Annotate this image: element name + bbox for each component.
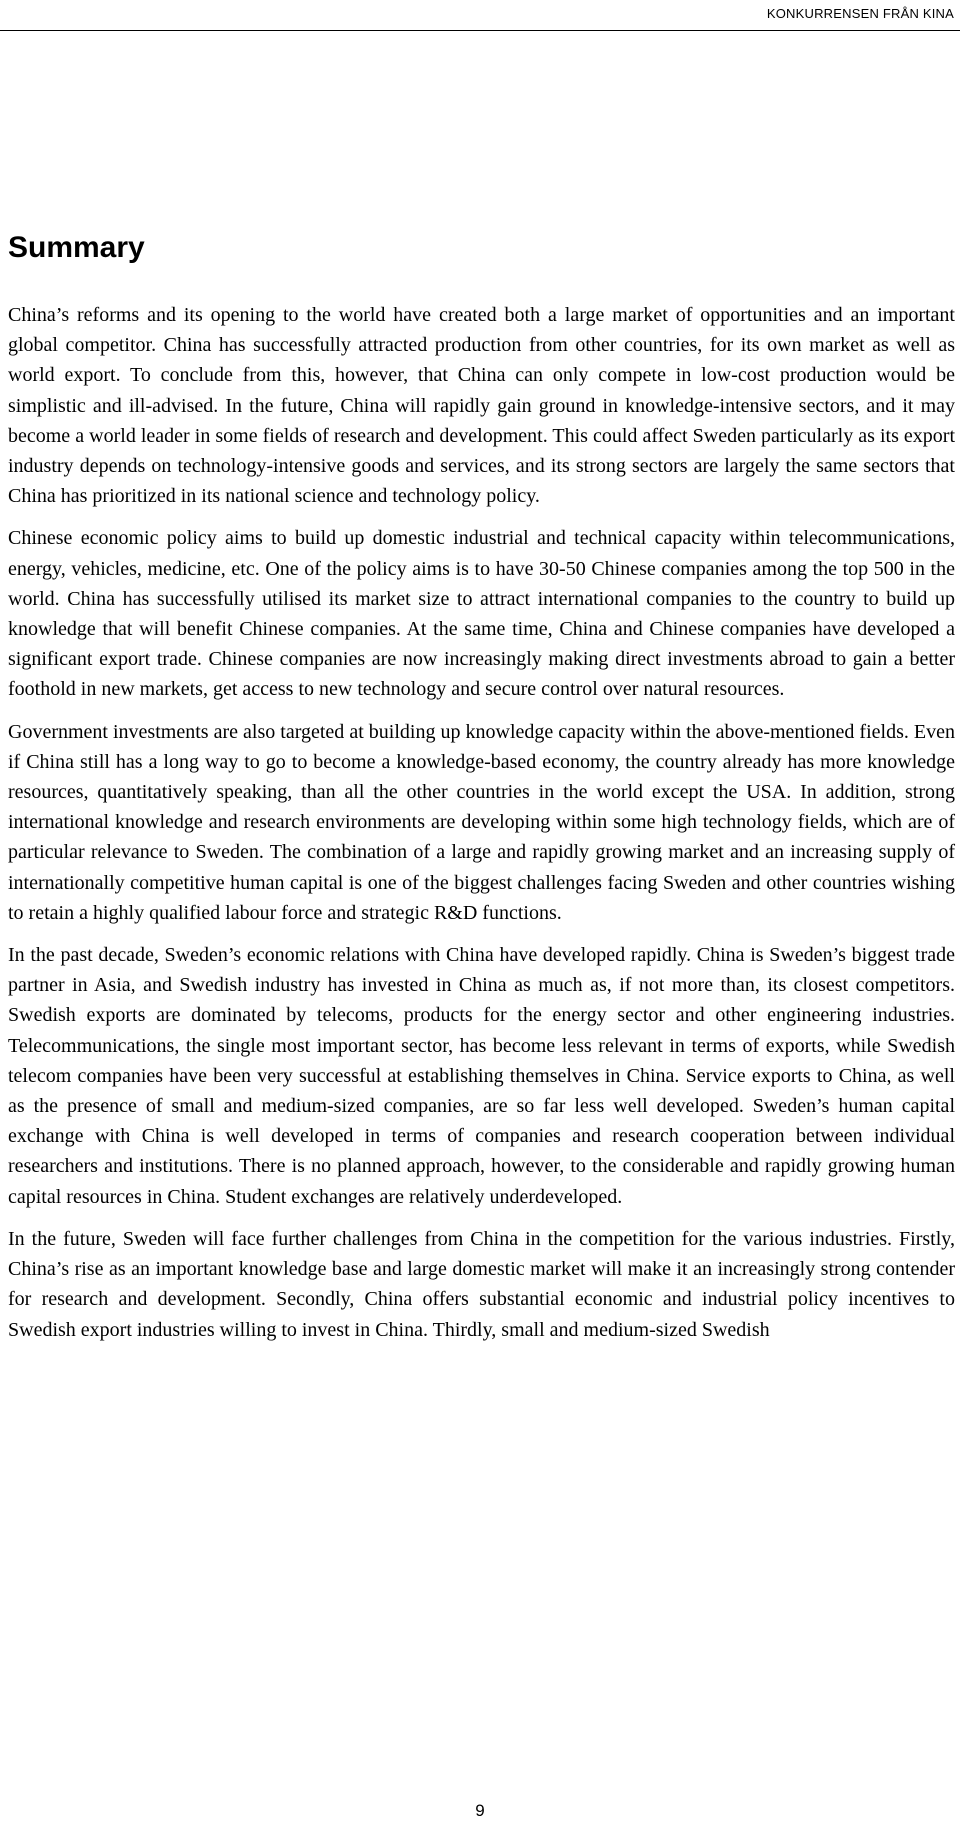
running-header: KONKURRENSEN FRÅN KINA [766, 6, 954, 21]
paragraph-4: In the past decade, Sweden’s economic relations with China have developed rapidly. China is Sweden’s biggest trade partner in Asia, and Swedish industry has invested in China as much as, if not more than, its closest competitors. Swedish exports are dominated by telecoms, products for the energy sector and other engineering industries. Telecommunications, the single most important sector, has become less relevant in terms of exports, while Swedish telecom companies have been very successful at establishing themselves in China. Service exports to China, as well as the presence of small and medium-sized companies, are so far less well developed. Sweden’s human capital exchange with China is well developed in terms of companies and research cooperation between individual researchers and institutions. There is no planned approach, however, to the considerable and rapidly growing human capital resources in China. Student exchanges are relatively underdeveloped. [8, 944, 955, 1208]
paragraph-3: Government investments are also targeted at building up knowledge capacity within the above-mentioned fields. Even if China still has a long way to go to become a knowledge-based economy, the country already has more knowledge resources, quantitatively speaking, than all the other countries in the world except the USA. In addition, strong international knowledge and research environments are developing within some high technology fields, which are of particular relevance to Sweden. The combination of a large and rapidly growing market and an increasing supply of internationally competitive human capital is one of the biggest challenges facing Sweden and other countries wishing to retain a highly qualified labour force and strategic R&D functions. [8, 720, 955, 924]
paragraph-5: In the future, Sweden will face further challenges from China in the competition for the various industries. Firstly, China’s rise as an important knowledge base and large domestic market will make it an increasingly strong contender for research and development. Secondly, China offers substantial economic and industrial policy incentives to Swedish export industries willing to invest in China. Thirdly, small and medium-sized Swedish [8, 1227, 955, 1341]
header-divider [0, 30, 960, 31]
summary-body [8, 300, 955, 1357]
paragraph-1: China’s reforms and its opening to the world have created both a large market of opportunities and an important global competitor. China has successfully attracted production from other countries, for its own market as well as world export. To conclude from this, however, that China can only compete in low-cost production would be simplistic and ill-advised. In the future, China will rapidly gain ground in knowledge-intensive sectors, and it may become a world leader in some fields of research and development. This could affect Sweden particularly as its export industry depends on technology-intensive goods and services, and its strong sectors are largely the same sectors that China has prioritized in its national science and technology policy. [8, 304, 955, 508]
paragraph-2: Chinese economic policy aims to build up domestic industrial and technical capacity within telecommunications, energy, vehicles, medicine, etc. One of the policy aims is to have 30-50 Chinese companies among the top 500 in the world. China has successfully utilised its market size to attract international companies to the country to build up knowledge that will benefit Chinese companies. At the same time, China and Chinese companies have developed a significant export trade. Chinese companies are now increasingly making direct investments abroad to gain a better foothold in new markets, get access to new technology and secure control over natural resources. [8, 527, 955, 701]
page-number: 9 [475, 1801, 485, 1820]
section-title: Summary [8, 231, 145, 264]
